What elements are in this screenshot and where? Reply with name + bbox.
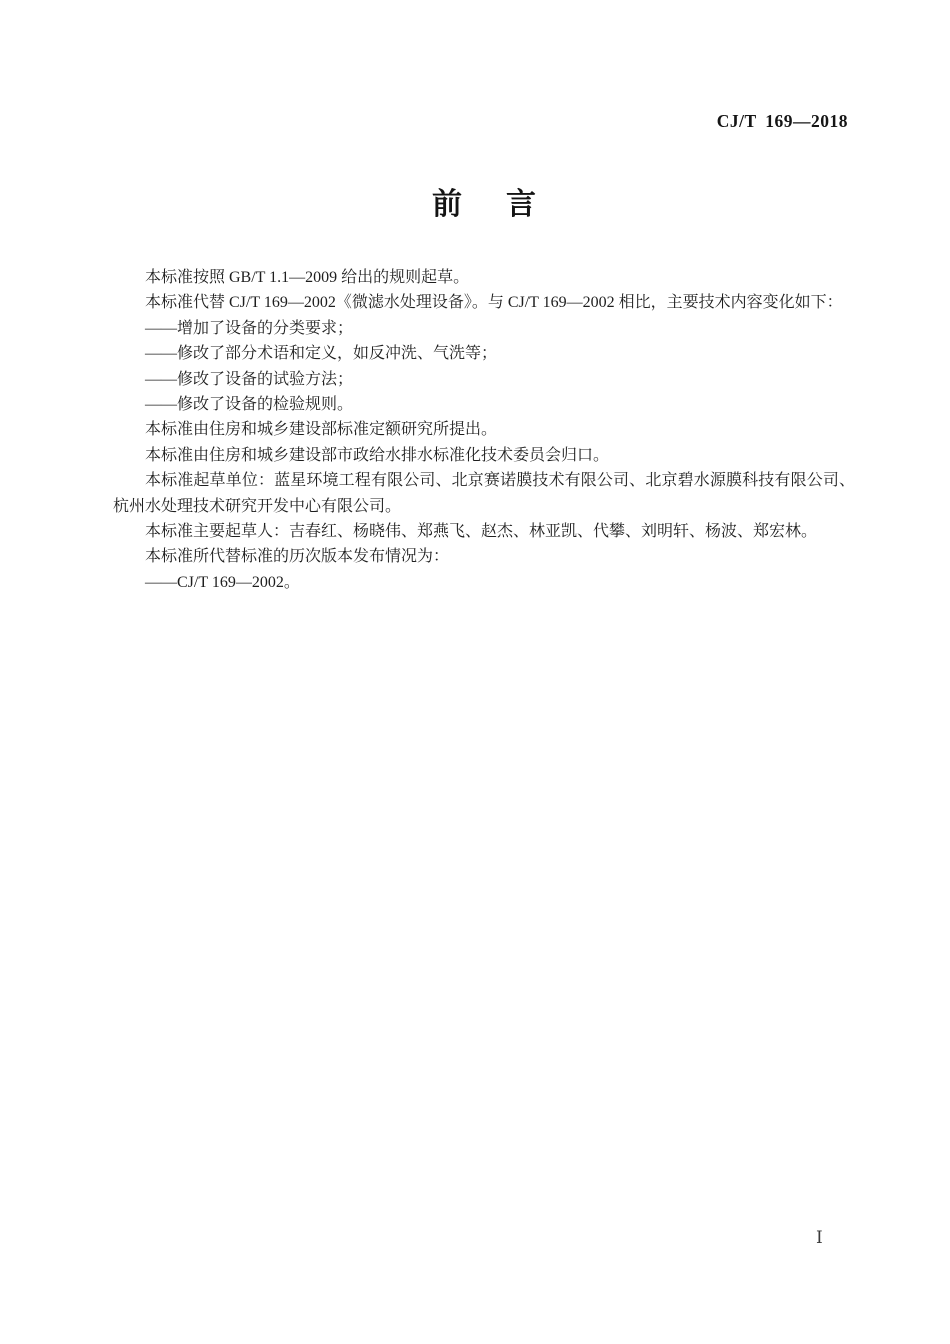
- paragraph-previous-editions-intro: 本标准所代替标准的历次版本发布情况为：: [145, 548, 450, 566]
- paragraph-basis: 本标准按照 GB/T 1.1—2009 给出的规则起草。: [145, 269, 470, 286]
- paragraph-under-jurisdiction: 本标准由住房和城乡建设部市政给水排水标准化技术委员会归口。: [145, 446, 610, 464]
- paragraph-previous-edition-item: ——CJ/T 169—2002。: [145, 573, 300, 591]
- page-title-char-2: 言: [506, 187, 536, 222]
- dash-list-item-1: ——增加了设备的分类要求；: [145, 319, 354, 337]
- foreword-body: [113, 265, 855, 595]
- paragraph-proposed-by: 本标准由住房和城乡建设部标准定额研究所提出。: [145, 421, 498, 439]
- page-title: [113, 188, 855, 222]
- paragraph-drafting-organizations: 本标准起草单位：蓝星环境工程有限公司、北京赛诺膜技术有限公司、北京碧水源膜科技有限公司、杭州水处理技术研究开发中心有限公司。: [113, 472, 855, 515]
- dash-list-item-4: ——修改了设备的检验规则。: [145, 396, 354, 414]
- dash-list-item-3: ——修改了设备的试验方法；: [145, 370, 354, 388]
- page-number: Ⅰ: [816, 1228, 823, 1247]
- dash-list-item-2: ——修改了部分术语和定义，如反冲洗、气洗等；: [145, 345, 498, 363]
- page-title-char-1: 前: [432, 187, 462, 222]
- paragraph-main-drafters: 本标准主要起草人：吉春红、杨晓伟、郑燕飞、赵杰、林亚凯、代攀、刘明轩、杨波、郑宏林。: [145, 523, 818, 541]
- standard-code-header: CJ/T 169—2018: [716, 111, 848, 131]
- paragraph-replaces: 本标准代替 CJ/T 169—2002《微滤水处理设备》。与 CJ/T 169—2002 相比，主要技术内容变化如下：: [145, 294, 843, 312]
